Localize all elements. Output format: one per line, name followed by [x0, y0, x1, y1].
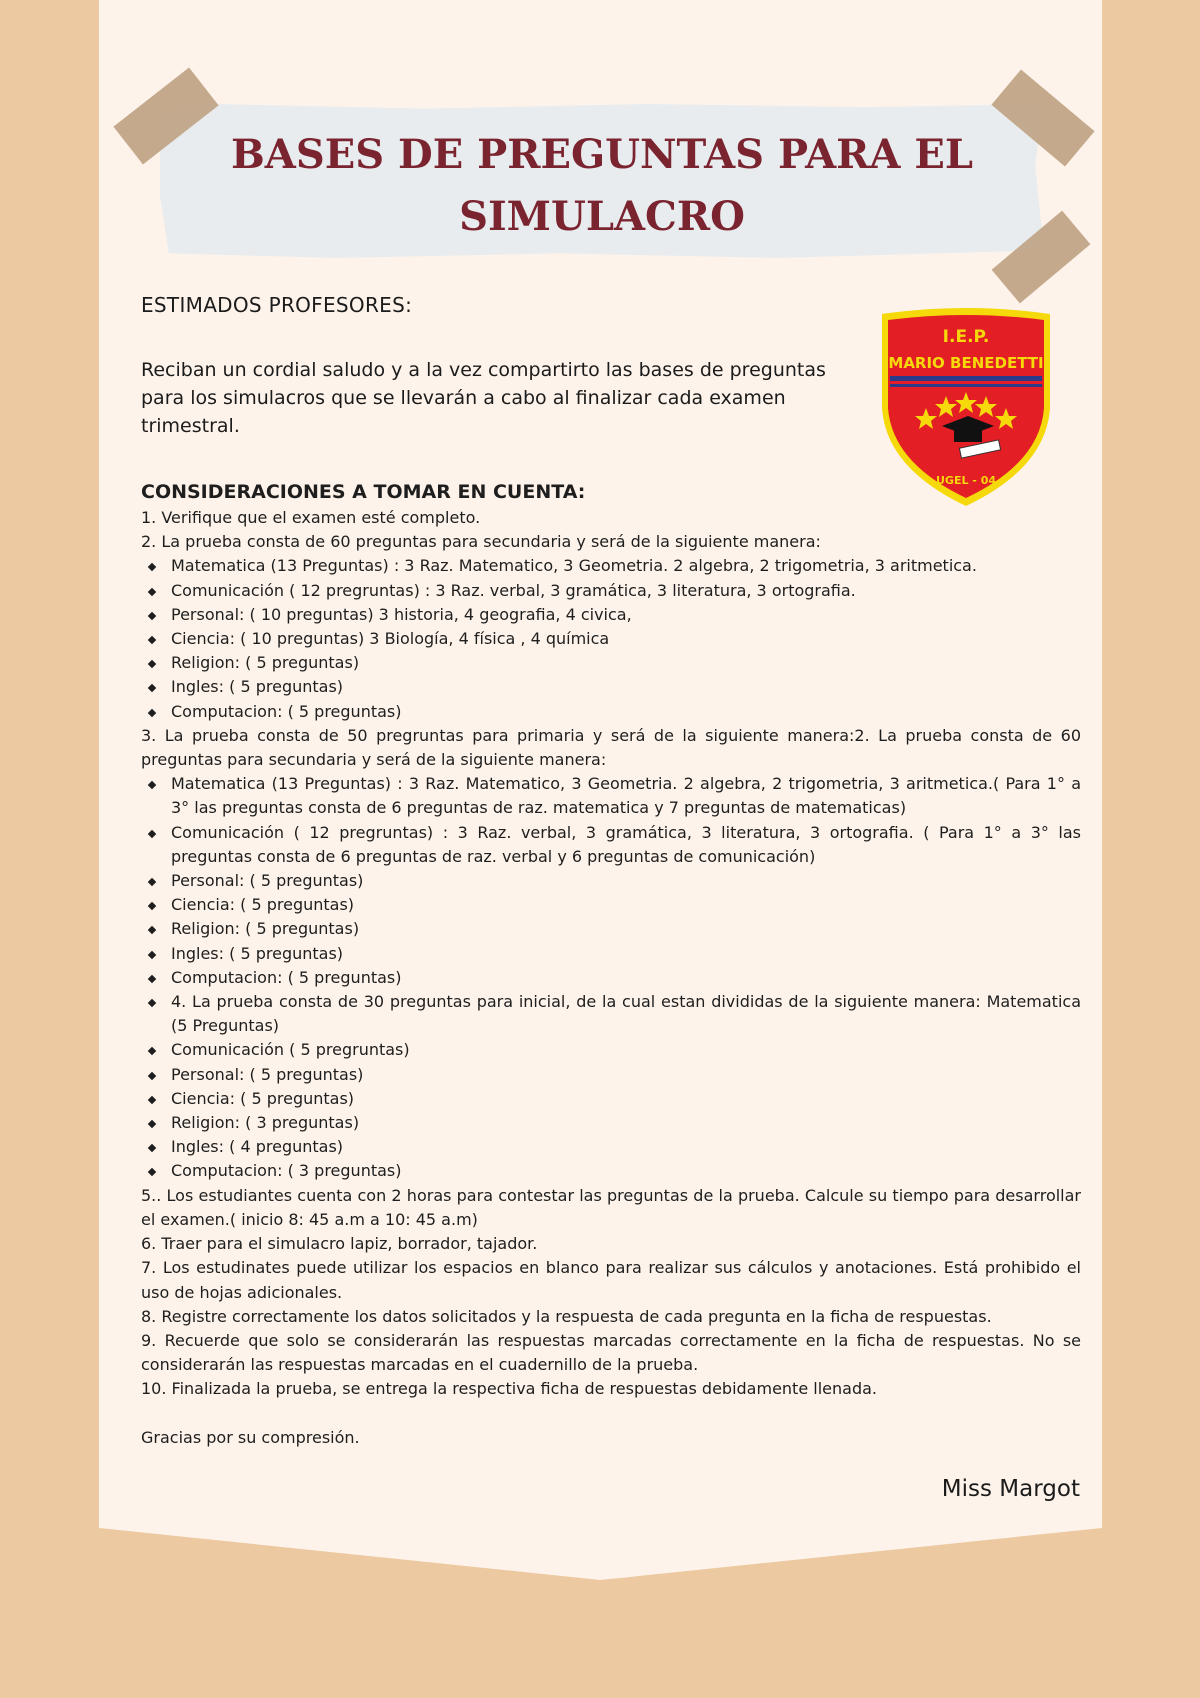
list-item: Ciencia: ( 10 preguntas) 3 Biología, 4 física , 4 química	[171, 627, 1081, 651]
greeting: ESTIMADOS PROFESORES:	[141, 293, 413, 317]
list-item: Personal: ( 5 preguntas)	[171, 1063, 1081, 1087]
list-item: Religion: ( 5 preguntas)	[171, 917, 1081, 941]
list-item: Computacion: ( 5 preguntas)	[171, 700, 1081, 724]
list-item: Computacion: ( 3 preguntas)	[171, 1159, 1081, 1183]
thanks-text: Gracias por su compresión.	[141, 1427, 360, 1447]
logo-text: I.E.P.	[942, 327, 990, 347]
list-item: Ingles: ( 5 preguntas)	[171, 942, 1081, 966]
list-item: Comunicación ( 12 pregruntas) : 3 Raz. verbal, 3 gramática, 3 literatura, 3 ortografia.	[171, 579, 1081, 603]
consideration-item: 6. Traer para el simulacro lapiz, borrador, tajador.	[141, 1234, 538, 1254]
list-item: Ciencia: ( 5 preguntas)	[171, 893, 1081, 917]
consideration-item: 10. Finalizada la prueba, se entrega la respectiva ficha de respuestas debidamente llenada.	[141, 1379, 877, 1399]
page-title	[160, 124, 1044, 248]
list-item: 4. La prueba consta de 30 preguntas para inicial, de la cual estan divididas de la siguiente manera: Matematica (5 Preguntas)	[171, 990, 1081, 1038]
title-line: SIMULACRO	[459, 193, 745, 240]
consideration-item: 8. Registre correctamente los datos solicitados y la respuesta de cada pregunta en la ficha de respuestas.	[141, 1306, 992, 1326]
consideration-item: 3. La prueba consta de 50 pregruntas para primaria y será de la siguiente manera:2. La prueba consta de 60 preguntas para secundaria y será de la siguiente manera:	[141, 725, 1081, 770]
primaria-list	[141, 772, 1081, 1183]
consideration-item: 1. Verifique que el examen esté completo.	[141, 508, 481, 527]
title-line: BASES DE PREGUNTAS PARA EL	[231, 131, 973, 178]
list-item: Matematica (13 Preguntas) : 3 Raz. Matematico, 3 Geometria. 2 algebra, 2 trigometria, 3 aritmetica.	[171, 554, 1081, 578]
list-item: Personal: ( 10 preguntas) 3 historia, 4 geografia, 4 civica,	[171, 603, 1081, 627]
list-item: Personal: ( 5 preguntas)	[171, 869, 1081, 893]
list-item: Computacion: ( 5 preguntas)	[171, 966, 1081, 990]
considerations-section	[141, 478, 1081, 1450]
section-heading: CONSIDERACIONES A TOMAR EN CUENTA:	[141, 481, 586, 503]
secundaria-list	[141, 554, 1081, 723]
consideration-item: 9. Recuerde que solo se considerarán las respuestas marcadas correctamente en la ficha de respuestas. No se considerarán las respuestas marcadas en el cuadernillo de la prueba.	[141, 1330, 1081, 1375]
logo-text: UGEL - 04	[935, 474, 997, 487]
list-item: Ingles: ( 5 preguntas)	[171, 675, 1081, 699]
consideration-item: 2. La prueba consta de 60 preguntas para secundaria y será de la siguiente manera:	[141, 532, 821, 552]
list-item: Matematica (13 Preguntas) : 3 Raz. Matematico, 3 Geometria. 2 algebra, 2 trigometria, 3 aritmetica.( Para 1° a 3° las preguntas consta de 6 preguntas de raz. matematica y 7 preguntas de matematicas)	[171, 772, 1081, 820]
consideration-item: 7. Los estudinates puede utilizar los espacios en blanco para realizar sus cálculos y anotaciones. Está prohibido el uso de hojas adicionales.	[141, 1258, 1081, 1302]
logo-text: MARIO BENEDETTI	[888, 354, 1044, 372]
list-item: Ingles: ( 4 preguntas)	[171, 1135, 1081, 1159]
spacer	[141, 1402, 1081, 1426]
list-item: Comunicación ( 12 pregruntas) : 3 Raz. verbal, 3 gramática, 3 literatura, 3 ortografia. ( Para 1° a 3° las preguntas consta de 6 preguntas de raz. verbal y 6 preguntas de comunicación)	[171, 821, 1081, 869]
intro-paragraph: Reciban un cordial saludo y a la vez compartirto las bases de preguntas para los simulacros que se llevarán a cabo al finalizar cada examen trimestral.	[141, 359, 826, 437]
consideration-item: 5.. Los estudiantes cuenta con 2 horas para contestar las preguntas de la prueba. Calcule su tiempo para desarrollar el examen.( inicio 8: 45 a.m a 10: 45 a.m)	[141, 1185, 1081, 1229]
list-item: Religion: ( 5 preguntas)	[171, 651, 1081, 675]
list-item: Ciencia: ( 5 preguntas)	[171, 1087, 1081, 1111]
list-item: Comunicación ( 5 pregruntas)	[171, 1038, 1081, 1062]
list-item: Religion: ( 3 preguntas)	[171, 1111, 1081, 1135]
signature: Miss Margot	[941, 1476, 1080, 1502]
